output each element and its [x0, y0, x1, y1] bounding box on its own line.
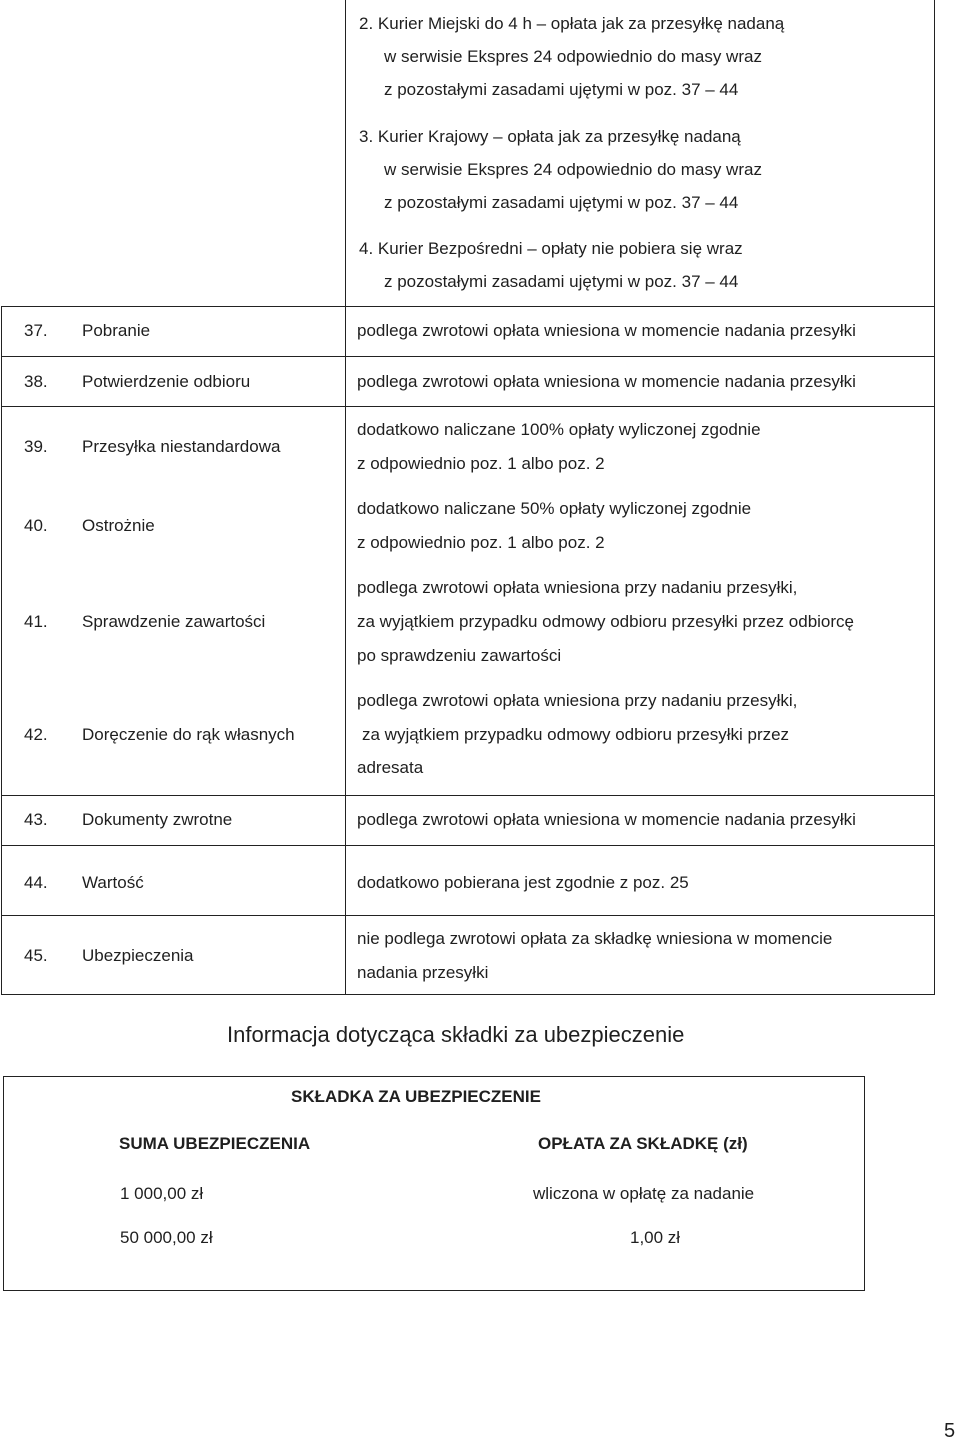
row-name: Przesyłka niestandardowa	[82, 437, 281, 456]
row-number: 41.	[24, 612, 48, 631]
row-number: 43.	[24, 810, 48, 829]
insurance-fee: wliczona w opłatę za nadanie	[533, 1184, 755, 1203]
top-cell-line: 3. Kurier Krajowy – opłata jak za przesyłkę nadaną	[359, 127, 741, 146]
row-description: z odpowiednio poz. 1 albo poz. 2	[357, 533, 605, 552]
row-description: za wyjątkiem przypadku odmowy odbioru przesyłki przez odbiorcę	[357, 612, 854, 631]
table-border	[1, 994, 935, 995]
row-number: 44.	[24, 873, 48, 892]
row-description: podlega zwrotowi opłata wniesiona przy nadaniu przesyłki,	[357, 691, 798, 710]
table-border	[1, 306, 2, 995]
row-description: po sprawdzeniu zawartości	[357, 646, 562, 665]
row-number: 40.	[24, 516, 48, 535]
row-name: Ostrożnie	[82, 516, 155, 535]
row-number: 42.	[24, 725, 48, 744]
row-name: Doręczenie do rąk własnych	[82, 725, 295, 744]
page-number: 5	[944, 1420, 956, 1442]
table-border	[1, 356, 935, 357]
insurance-heading: Informacja dotycząca składki za ubezpieczenie	[227, 1022, 685, 1047]
row-name: Wartość	[82, 873, 144, 892]
row-name: Ubezpieczenia	[82, 946, 194, 965]
row-name: Sprawdzenie zawartości	[82, 612, 266, 631]
table-border	[1, 845, 935, 846]
row-number: 45.	[24, 946, 48, 965]
row-description: dodatkowo naliczane 100% opłaty wyliczonej zgodnie	[357, 420, 761, 439]
insurance-sum: 1 000,00 zł	[120, 1184, 204, 1203]
row-name: Pobranie	[82, 321, 151, 340]
row-name: Potwierdzenie odbioru	[82, 372, 251, 391]
row-description: podlega zwrotowi opłata wniesiona w momencie nadania przesyłki	[357, 810, 856, 829]
row-description: dodatkowo naliczane 50% opłaty wyliczonej zgodnie	[357, 499, 752, 518]
table-border	[1, 795, 935, 796]
row-description: za wyjątkiem przypadku odmowy odbioru przesyłki przez	[362, 725, 790, 744]
row-description: nadania przesyłki	[357, 963, 489, 982]
top-cell-line: z pozostałymi zasadami ujętymi w poz. 37 – 44	[384, 272, 739, 291]
top-cell-line: 2. Kurier Miejski do 4 h – opłata jak za przesyłkę nadaną	[359, 14, 785, 33]
row-description: z odpowiednio poz. 1 albo poz. 2	[357, 454, 605, 473]
top-cell-line: z pozostałymi zasadami ujętymi w poz. 37 – 44	[384, 80, 739, 99]
row-description: podlega zwrotowi opłata wniesiona w momencie nadania przesyłki	[357, 372, 856, 391]
top-cell-line: 4. Kurier Bezpośredni – opłaty nie pobiera się wraz	[359, 239, 743, 258]
row-description: dodatkowo pobierana jest zgodnie z poz. 25	[357, 873, 689, 892]
top-cell-line: w serwisie Ekspres 24 odpowiednio do masy wraz	[384, 47, 762, 66]
table-border	[1, 406, 935, 407]
row-description: nie podlega zwrotowi opłata za składkę wniesiona w momencie	[357, 929, 833, 948]
row-description: adresata	[357, 758, 424, 777]
row-name: Dokumenty zwrotne	[82, 810, 233, 829]
top-cell-line: w serwisie Ekspres 24 odpowiednio do masy wraz	[384, 160, 762, 179]
row-description: podlega zwrotowi opłata wniesiona w momencie nadania przesyłki	[357, 321, 856, 340]
insurance-sum: 50 000,00 zł	[120, 1228, 213, 1247]
insurance-col-header: OPŁATA ZA SKŁADKĘ (zł)	[538, 1134, 748, 1153]
insurance-table-title: SKŁADKA ZA UBEZPIECZENIE	[291, 1087, 541, 1106]
top-cell-line: z pozostałymi zasadami ujętymi w poz. 37 – 44	[384, 193, 739, 212]
row-description: podlega zwrotowi opłata wniesiona przy nadaniu przesyłki,	[357, 578, 798, 597]
table-border	[1, 915, 935, 916]
insurance-fee: 1,00 zł	[630, 1228, 681, 1247]
insurance-col-header: SUMA UBEZPIECZENIA	[119, 1134, 311, 1153]
row-number: 39.	[24, 437, 48, 456]
row-number: 38.	[24, 372, 48, 391]
row-number: 37.	[24, 321, 48, 340]
table-border	[1, 306, 935, 307]
